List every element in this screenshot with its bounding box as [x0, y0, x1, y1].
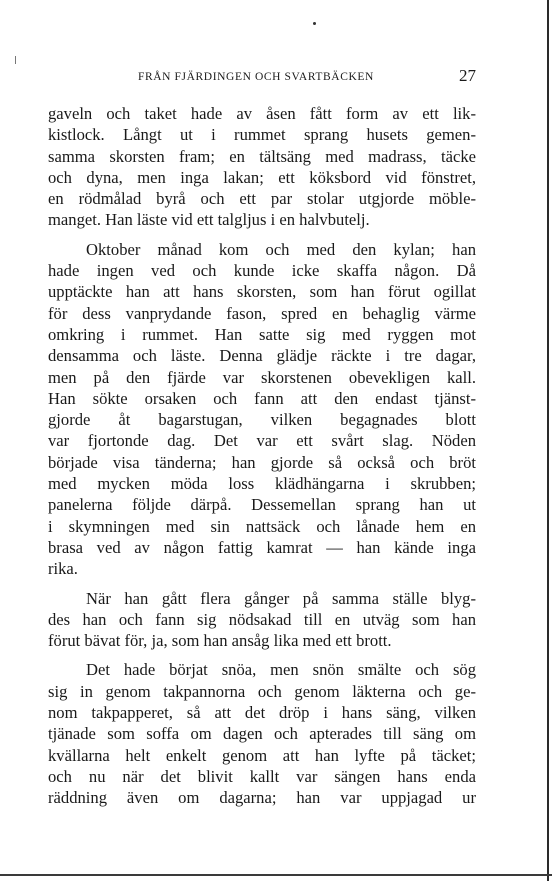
text-line: tjänade som soffa om dagen och apterades till säng om — [48, 724, 476, 744]
text-line: i skymningen med sin nattsäck och lånade hem en — [48, 516, 476, 536]
paragraph — [48, 239, 476, 580]
text-line: Oktober månad kom och med den kylan; han — [86, 239, 476, 259]
text-line: densamma och läste. Denna glädje räckte i tre dagar, — [48, 346, 476, 366]
page-edge-bottom — [0, 874, 552, 876]
text-line: var fjortonde dag. Det var ett svårt slag. Nöden — [48, 431, 476, 451]
text-line: för dess vanprydande fason, spred en behaglig värme — [48, 303, 476, 323]
text-line: men på den fjärde var skorstenen obevekligen kall. — [48, 367, 476, 387]
print-mark — [15, 56, 16, 64]
paragraph — [48, 588, 476, 652]
text-line: des han och fann sig nödsakad till en utväg som han — [48, 609, 476, 629]
text-line: kistlock. Långt ut i rummet sprang husets gemen- — [48, 125, 476, 145]
text-line: kvällarna helt enkelt genom att han lyfte på täcket; — [48, 745, 476, 765]
text-line: upptäckte han att hans skorsten, som han förut ogillat — [48, 282, 476, 302]
text-line: sig in genom takpannorna och genom läkterna och ge- — [48, 681, 476, 701]
paragraph — [48, 103, 476, 231]
text-line: samma skorsten fram; en tältsäng med madrass, täcke — [48, 146, 476, 166]
text-line: en rödmålad byrå och ett par stolar utgjorde möble- — [48, 189, 476, 209]
text-line: Han sökte orsaken och fann att den endast tjänst- — [48, 388, 476, 408]
text-line: omkring i rummet. Han satte sig med ryggen mot — [48, 324, 476, 344]
text-line: hade ingen ved och kunde icke skaffa någon. Då — [48, 261, 476, 281]
body-text — [48, 103, 476, 817]
text-line: med mycken möda loss klädhängarna i skrubben; — [48, 474, 476, 494]
text-line: räddning även om dagarna; han var uppjagad ur — [48, 788, 476, 808]
text-line: När han gått flera gånger på samma ställe blyg- — [86, 588, 476, 608]
text-line: och nu när det blivit kallt var sängen hans enda — [48, 766, 476, 786]
text-line: rika. — [48, 559, 78, 579]
text-line: och dyna, men inga lakan; ett köksbord vid fönstret, — [48, 167, 476, 187]
text-line: panelerna följde därpå. Dessemellan sprang han ut — [48, 495, 476, 515]
page-header — [48, 66, 476, 90]
text-line: gjorde åt bagarstugan, vilken begagnades blott — [48, 410, 476, 430]
text-line: brasa ved av någon fattig kamrat — han kände inga — [48, 537, 476, 557]
page-edge-right — [547, 0, 549, 881]
running-title: FRÅN FJÄRDINGEN OCH SVARTBÄCKEN — [138, 71, 374, 83]
print-speck — [313, 22, 316, 25]
page-number: 27 — [459, 66, 476, 85]
text-line: förut bävat för, ja, som han ansåg lika med ett brott. — [48, 631, 392, 651]
text-line: Det hade börjat snöa, men snön smälte och sög — [86, 660, 476, 680]
text-line: började visa tänderna; han gjorde så också och bröt — [48, 452, 476, 472]
text-line: manget. Han läste vid ett talgljus i en halvbutelj. — [48, 210, 370, 230]
text-line: nom takpapperet, så att det dröp i hans säng, vilken — [48, 703, 476, 723]
paragraph — [48, 659, 476, 808]
text-line: gaveln och taket hade av åsen fått form av ett lik- — [48, 104, 476, 123]
